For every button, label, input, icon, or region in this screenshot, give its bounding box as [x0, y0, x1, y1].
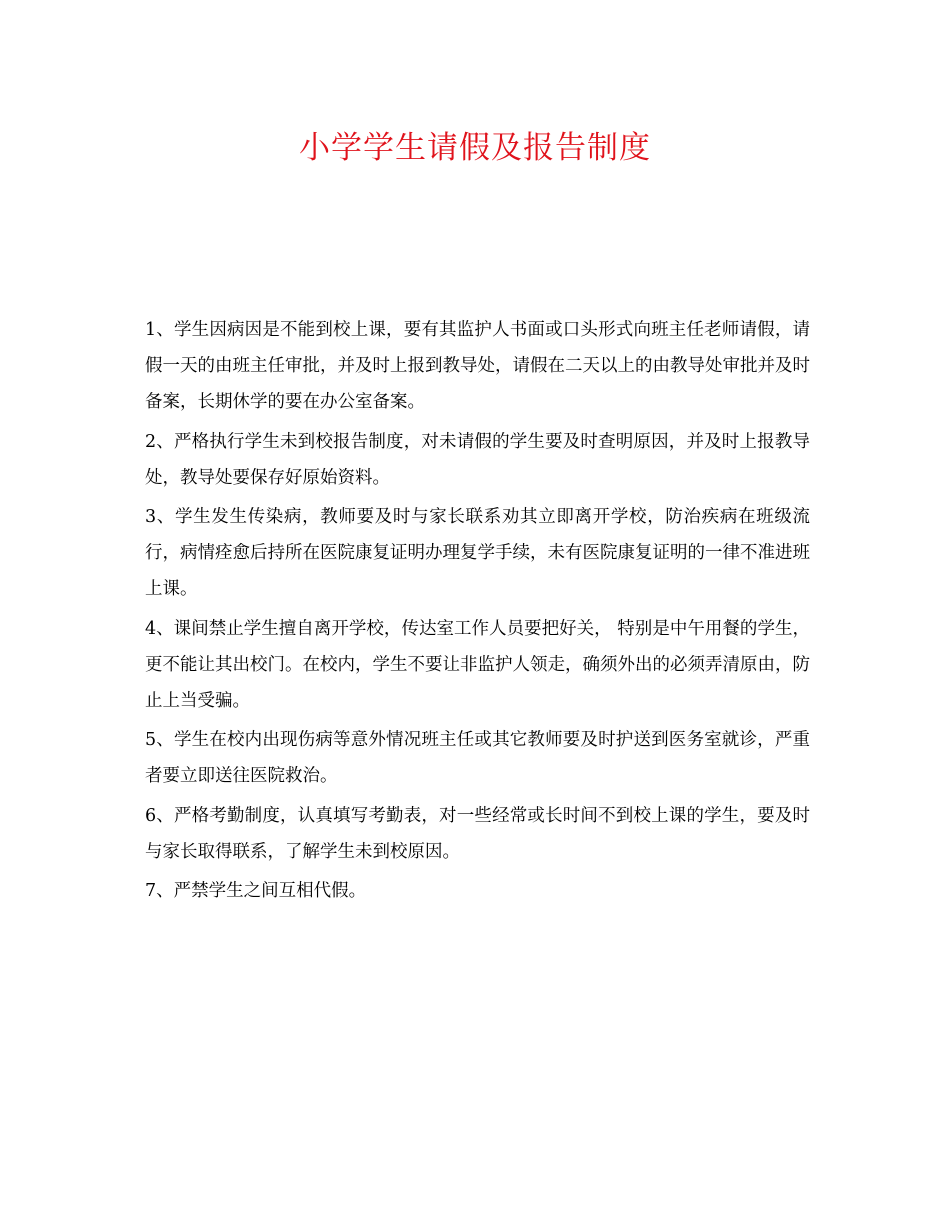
document-title: 小学学生请假及报告制度: [299, 130, 651, 166]
clause-5: 5、学生在校内出现伤病等意外情况班主任或其它教师要及时护送到医务室就诊，严重者要立即送往医院救治。: [145, 730, 810, 786]
clause-list: [145, 312, 810, 913]
clause-2: 2、严格执行学生未到校报告制度，对未请假的学生要及时查明原因，并及时上报教导处，教导处要保存好原始资料。: [145, 431, 810, 488]
clause-4: 4、课间禁止学生擅自离开学校，传达室工作人员要把好关， 特别是中午用餐的学生，更不能让其出校门。在校内，学生不要让非监护人领走，确须外出的必须弄清原由，防止上当受骗。: [145, 618, 810, 711]
clause-6: 6、严格考勤制度，认真填写考勤表，对一些经常或长时间不到校上课的学生，要及时与家长取得联系，了解学生未到校原因。: [145, 805, 810, 862]
clause-3: 3、学生发生传染病，教师要及时与家长联系劝其立即离开学校，防治疾病在班级流行，病情痊愈后持所在医院康复证明办理复学手续，未有医院康复证明的一律不准进班上课。: [145, 507, 810, 599]
clause-7: 7、严禁学生之间互相代假。: [145, 881, 367, 901]
clause-1: 1、学生因病因是不能到校上课，要有其监护人书面或口头形式向班主任老师请假，请假一天的由班主任审批，并及时上报到教导处，请假在二天以上的由教导处审批并及时备案，长期休学的要在办公室备案。: [145, 320, 810, 412]
